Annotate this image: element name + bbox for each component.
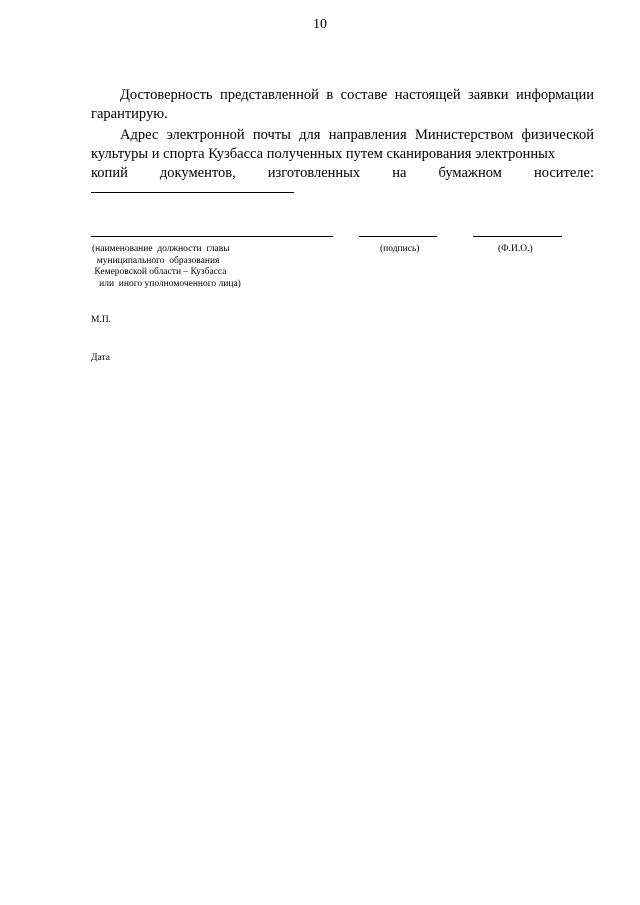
paragraph-email-address-last-line: копий документов, изготовленных на бумажном носителе:	[91, 165, 594, 181]
position-caption-line: муниципального образования	[92, 255, 220, 266]
stamp-label: М.П.	[91, 315, 112, 325]
page-number: 10	[313, 17, 327, 32]
position-caption-line: или иного уполномоченного лица)	[92, 278, 241, 289]
signature-caption: (подпись)	[380, 244, 420, 254]
signature-blank-line	[359, 236, 437, 237]
position-caption	[92, 244, 292, 290]
paragraph-email-address-text: Адрес электронной почты для направления Министерством физической культуры и спорта Кузбасса полученных путем сканирования электронных	[91, 127, 594, 162]
position-blank-line	[91, 236, 333, 237]
paragraph-email-address	[91, 126, 594, 183]
full-name-blank-line	[473, 236, 562, 237]
paragraph-guarantee-text: Достоверность представленной в составе настоящей заявки информации гарантирую.	[91, 87, 594, 122]
position-caption-line: Кемеровской области – Кузбасса	[92, 267, 227, 277]
date-label: Дата	[91, 353, 110, 363]
email-blank-line	[91, 192, 294, 193]
full-name-caption: (Ф.И.О.)	[498, 244, 533, 254]
position-caption-line: (наименование должности главы	[92, 244, 230, 254]
paragraph-guarantee	[91, 86, 594, 124]
